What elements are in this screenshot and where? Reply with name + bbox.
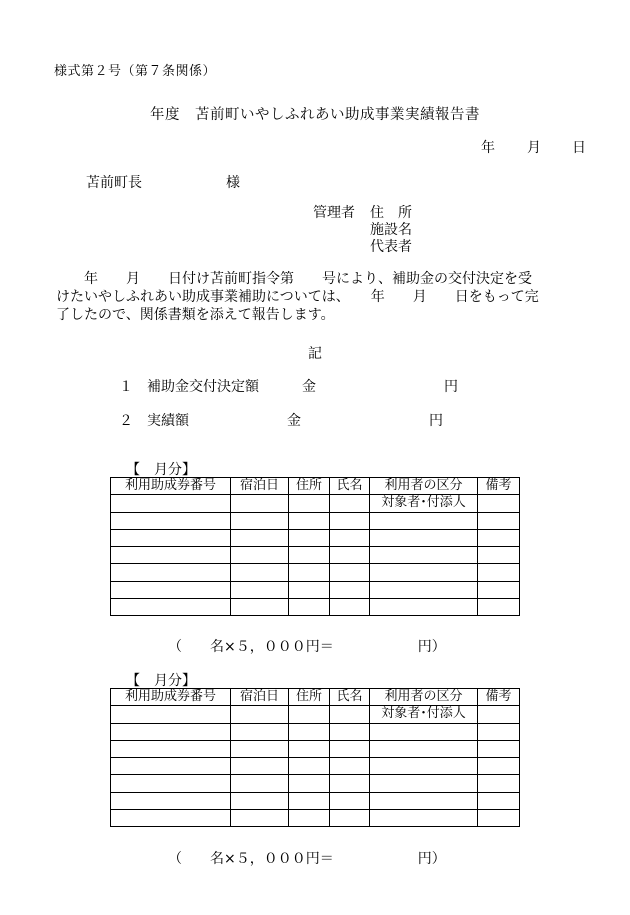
table-row [111, 512, 520, 529]
table-row [111, 723, 520, 740]
manager-facility-label: 施設名 [370, 222, 412, 238]
item-1-number: １ [119, 379, 133, 395]
ki-heading: 記 [308, 346, 322, 362]
header-name: 氏名 [330, 689, 370, 706]
manager-rep-label: 代表者 [370, 239, 412, 255]
table-row [111, 564, 520, 581]
body-line-3: 了したので、関係書類を添えて報告します。 [56, 307, 335, 323]
table-row [111, 599, 520, 616]
table-row [111, 810, 520, 827]
table-row [111, 740, 520, 757]
body-line-1: 年 月 日付け苫前町指令第 号により、補助金の交付決定を受 [56, 271, 532, 287]
table-2-month-label: 【 月分】 [126, 673, 196, 689]
addressee-honorific: 様 [226, 175, 240, 191]
table-row [111, 792, 520, 809]
table-row [111, 529, 520, 546]
table-2-calculation: （ 名×５，０００円＝ 円） [168, 851, 446, 867]
header-ticket-number: 利用助成券番号 [111, 689, 231, 706]
record-table-2 [110, 688, 520, 827]
header-remarks: 備考 [478, 478, 520, 495]
header-stay-date: 宿泊日 [231, 478, 289, 495]
header-name: 氏名 [330, 478, 370, 495]
date-year: 年 [481, 140, 495, 156]
header-address: 住所 [289, 478, 330, 495]
body-line-2: けたいやしふれあい助成事業補助については、 年 月 日をもって完 [56, 289, 539, 305]
date-day: 日 [572, 140, 586, 156]
record-table-1 [110, 477, 520, 616]
header-remarks: 備考 [478, 689, 520, 706]
date-month: 月 [527, 140, 541, 156]
manager-role: 管理者 [313, 205, 355, 221]
header-address: 住所 [289, 689, 330, 706]
item-2-number: ２ [119, 413, 133, 429]
table-row [111, 581, 520, 598]
item-2-yen: 円 [429, 413, 443, 429]
header-ticket-number: 利用助成券番号 [111, 478, 231, 495]
sub-header-category: 対象者･付添人 [370, 495, 478, 512]
item-1-kin: 金 [302, 379, 316, 395]
item-1-yen: 円 [444, 379, 458, 395]
manager-address-label: 住 所 [370, 205, 412, 221]
item-2-kin: 金 [287, 413, 301, 429]
table-row [111, 758, 520, 775]
table-row [111, 547, 520, 564]
item-1-label: 補助金交付決定額 [147, 379, 259, 395]
header-user-category: 利用者の区分 [370, 689, 478, 706]
table-row [111, 495, 520, 512]
report-body [56, 270, 576, 324]
table-1-month-label: 【 月分】 [126, 462, 196, 478]
sub-header-category: 対象者･付添人 [370, 706, 478, 723]
table-row [111, 706, 520, 723]
header-user-category: 利用者の区分 [370, 478, 478, 495]
form-number: 様式第２号（第７条関係） [54, 64, 217, 79]
table-1-calculation: （ 名×５，０００円＝ 円） [168, 639, 446, 655]
addressee-name: 苫前町長 [86, 175, 142, 191]
document-title: 年度 苫前町いやしふれあい助成事業実績報告書 [150, 107, 480, 123]
table-header-row [111, 689, 520, 706]
item-2-label: 実績額 [147, 413, 189, 429]
header-stay-date: 宿泊日 [231, 689, 289, 706]
table-header-row [111, 478, 520, 495]
table-row [111, 775, 520, 792]
